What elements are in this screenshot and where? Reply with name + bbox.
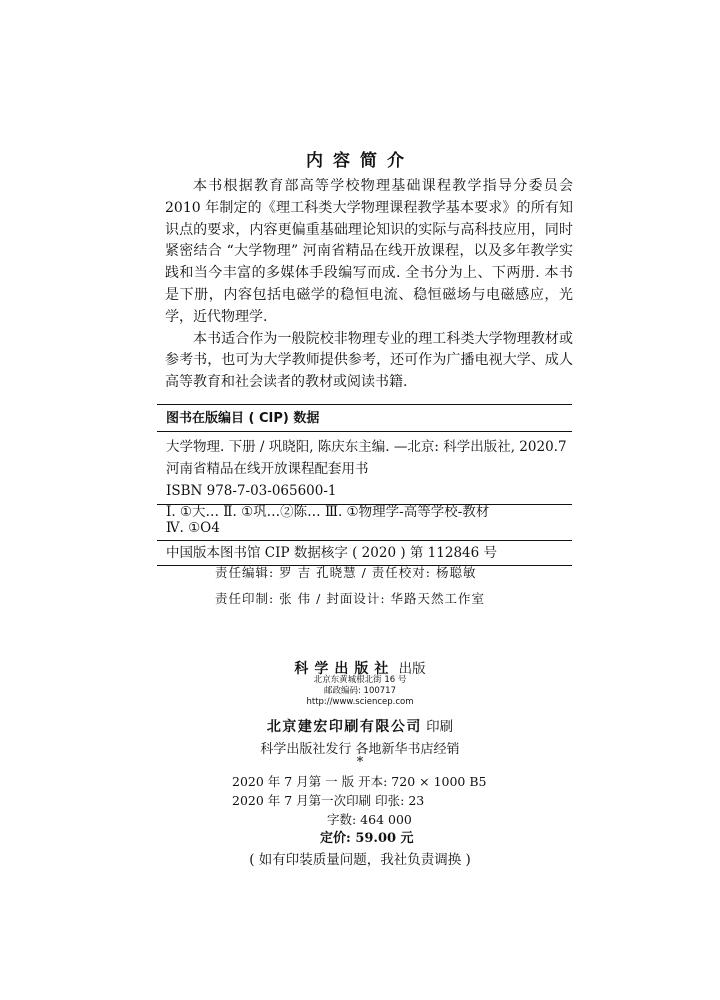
printer-line [0,715,720,736]
price: 定价: 59.00 元 [320,831,414,846]
cip-isbn: ISBN 978-7-03-065600-1 [166,483,337,499]
separator-star: * [356,755,364,770]
publisher-name-logotype: 科学出版社 [294,661,395,677]
publisher-address: 北京东黄城根北街 16 号 [313,675,407,685]
cip-classification-line-2: Ⅳ. ①O4 [166,520,220,536]
cip-classification-rule [157,540,572,541]
distribution-line: 科学出版社发行 各地新华书店经销 [260,742,460,757]
cip-record-number: 中国版本图书馆 CIP 数据核字 ( 2020 ) 第 112846 号 [166,545,498,561]
cip-top-rule [157,404,572,405]
publisher-suffix: 出版 [398,661,426,677]
cip-heading: 图书在版编目 ( CIP) 数据 [166,411,320,426]
edition-line: 2020 年 7 月第 一 版 开本: 720 × 1000 B5 [232,774,487,789]
cip-series-line: 河南省精品在线开放课程配套用书 [166,461,369,477]
summary-paragraph-2: 本书适合作为一般院校非物理专业的理工科类大学物理教材或参考书，也可为大学教师提供参考，还可作为广播电视大学、成人高等教育和社会读者的教材或阅读书籍. [165,330,573,391]
page-title: 内容简介 [306,151,414,171]
return-policy-note: ( 如有印装质量问题，我社负责调换 ) [249,852,471,868]
word-count: 字数: 464 000 [327,812,412,827]
cip-classification-line-1: Ⅰ. ①大… Ⅱ. ①巩…②陈… Ⅲ. ①物理学-高等学校-教材 [166,504,490,520]
printer-suffix: 印刷 [426,719,454,735]
publisher-website: http://www.sciencep.com [306,697,414,707]
summary-paragraph-1: 本书根据教育部高等学校物理基础课程教学指导分委员会 2010 年制定的《理工科类大学物理课程教学基本要求》的所有知识点的要求，内容更偏重基础理论知识的实际与高科技应用，同时紧密结合 “大学物理” 河南省精品在线开放课程，以及多年教学实践和当今丰富的多媒体手段编写而成. 全书分为上、下两册. 本书是下册，内容包括电磁学的稳恒电流、稳恒磁场与电磁感应，光学，近代物理学. [165,178,573,325]
publisher-postcode: 邮政编码: 100717 [323,686,396,696]
cip-heading-rule [157,431,572,432]
edition-specs [232,772,532,848]
summary-text [165,176,573,394]
printer-name-logotype: 北京建宏印刷有限公司 [266,719,422,735]
credits-editors: 责任编辑: 罗 吉 孔晓慧 / 责任校对: 杨聪敏 [215,565,477,580]
printing-line: 2020 年 7 月第一次印刷 印张: 23 [232,793,425,808]
cip-bibliographic-line: 大学物理. 下册 / 巩晓阳, 陈庆东主编. —北京: 科学出版社, 2020.7 [166,439,567,455]
credits-block [215,560,575,612]
credits-production: 责任印制: 张 伟 / 封面设计: 华路天然工作室 [215,591,486,606]
